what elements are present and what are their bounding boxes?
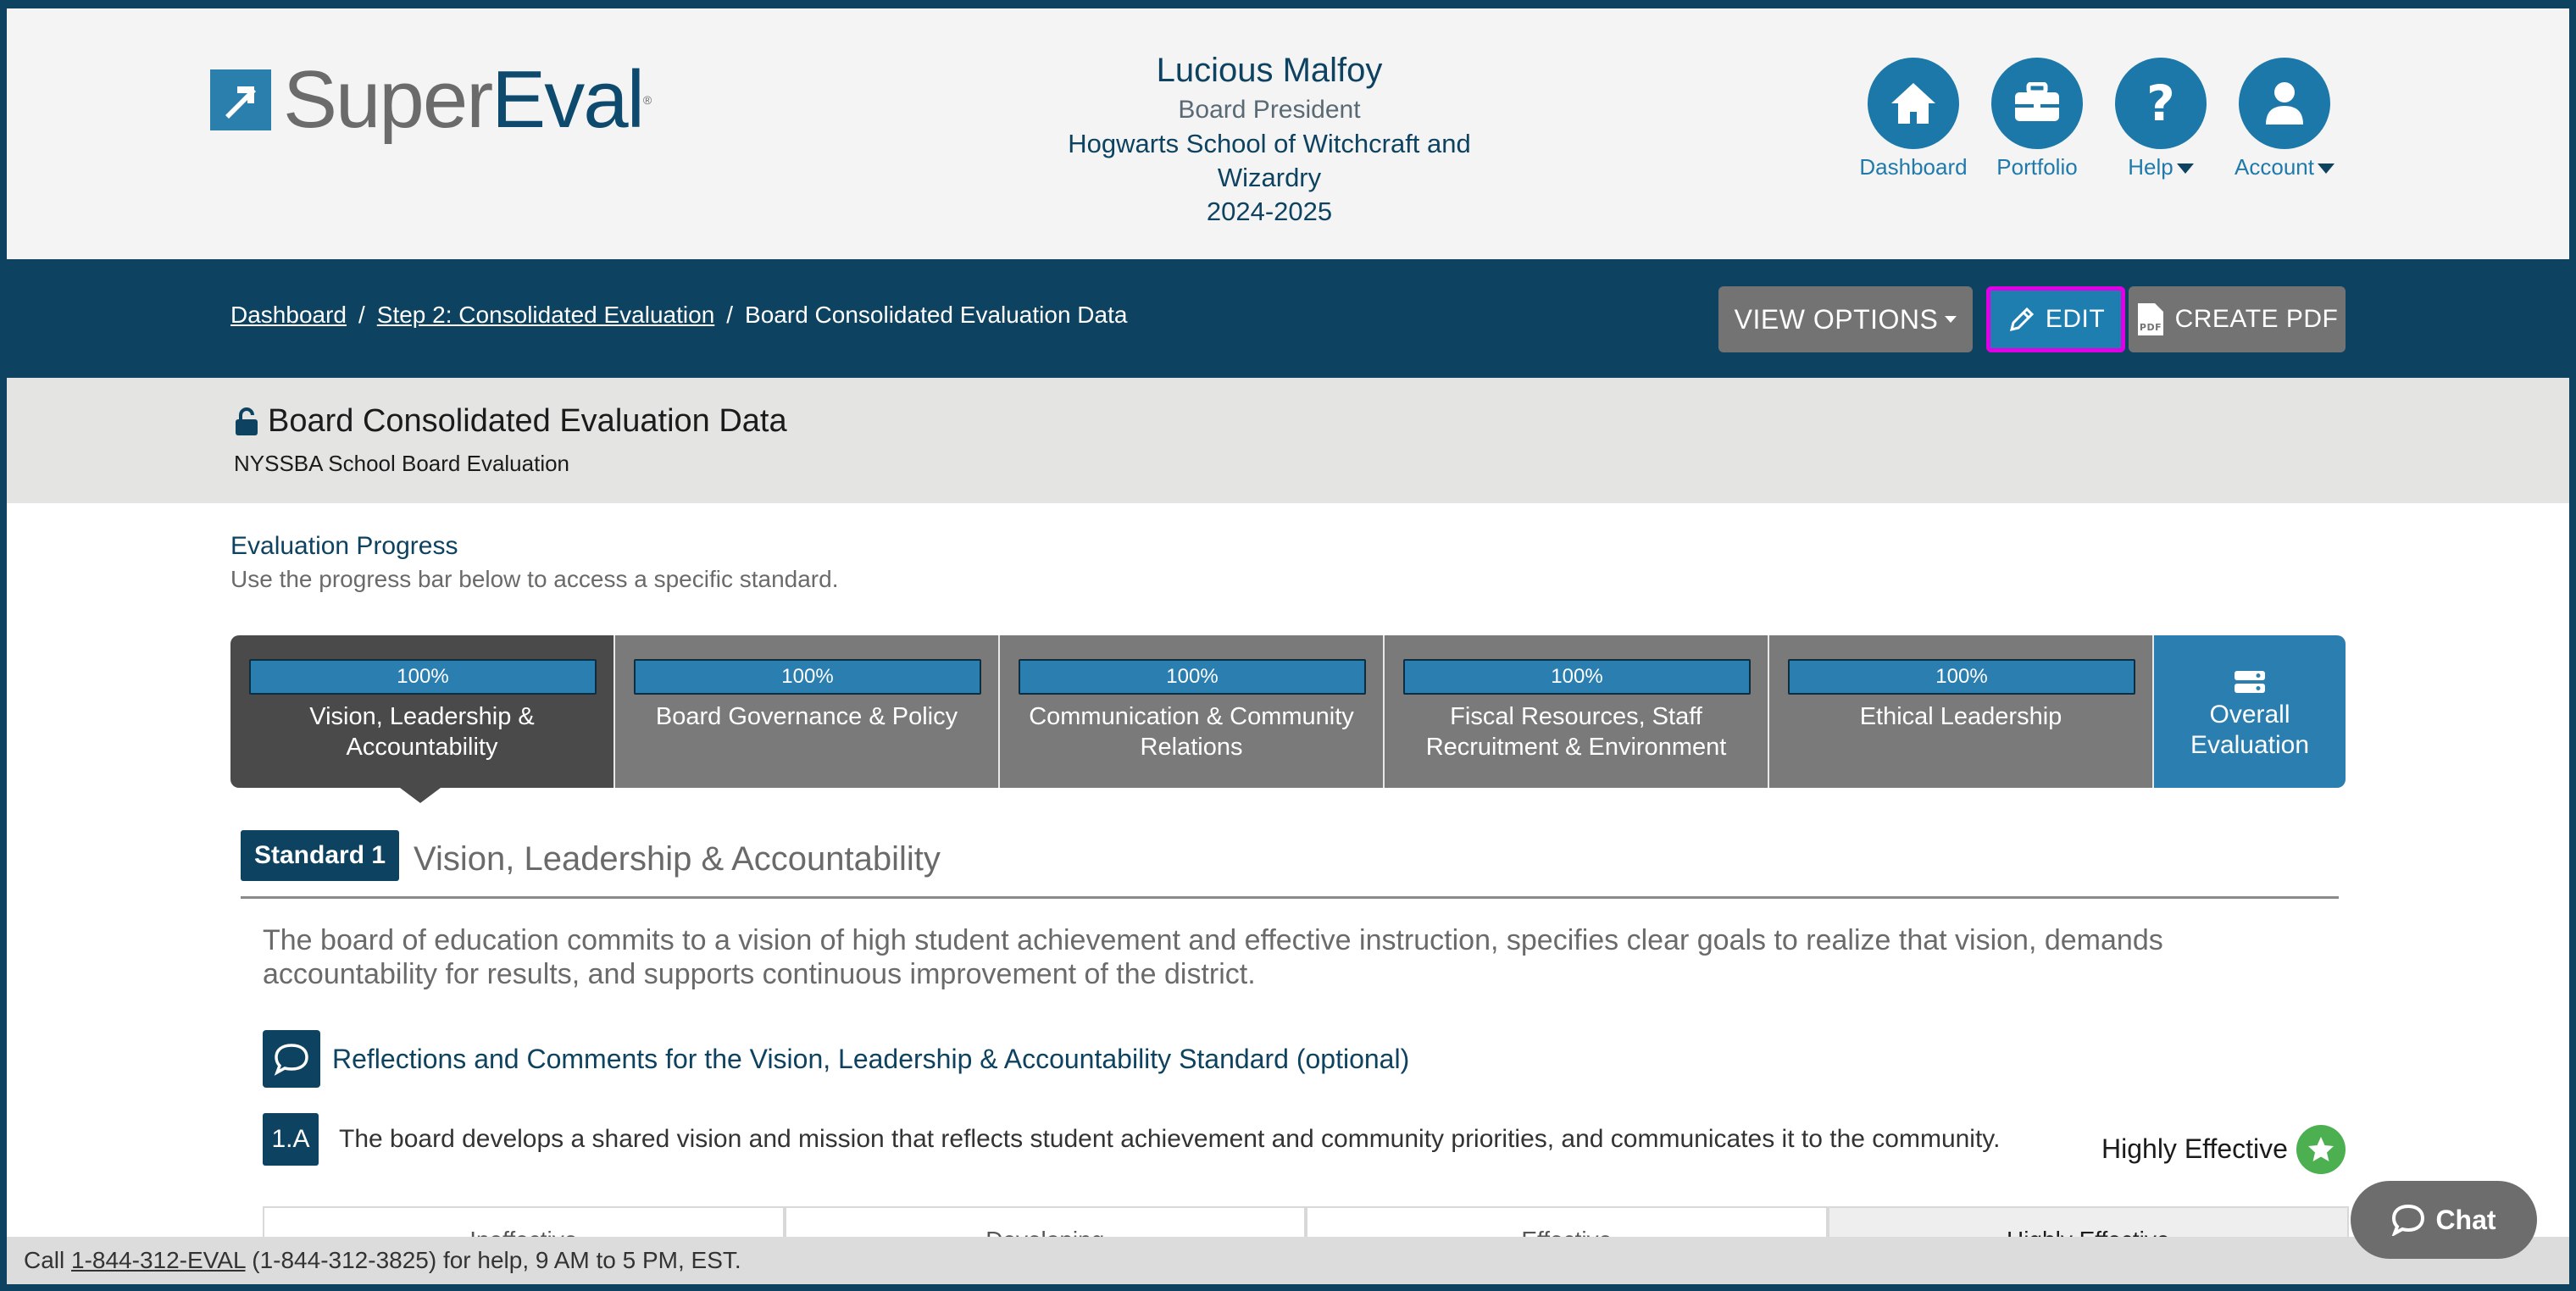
progress-percent: 100%	[1166, 665, 1219, 688]
chevron-down-icon	[1945, 316, 1957, 323]
standard-tab[interactable]	[230, 635, 615, 788]
logo-eval: Eval	[491, 54, 643, 145]
question-icon: ?	[2115, 58, 2207, 149]
nav-dashboard-label: Dashboard	[1859, 154, 1968, 180]
edit-label: EDIT	[2045, 305, 2106, 333]
breadcrumb-separator: /	[726, 302, 734, 328]
standard-tab-label: Vision, Leadership & Accountability	[309, 703, 535, 761]
page-subtitle: NYSSBA School Board Evaluation	[234, 451, 570, 476]
evaluation-progress-title: Evaluation Progress	[230, 532, 458, 560]
header	[7, 8, 2569, 259]
progress-percent: 100%	[781, 665, 834, 688]
breadcrumb-separator: /	[358, 302, 365, 328]
standard-tab-label: Fiscal Resources, Staff Recruitment & Environment	[1425, 703, 1727, 761]
phone-link[interactable]: 1-844-312-EVAL	[71, 1247, 246, 1273]
standard-description: The board of education commits to a vision of high student achievement and effective instruction, specifies clear goals to realize that vision, demands accountability for results, and supports continuous improvement of the district.	[263, 924, 2163, 990]
progress-percent: 100%	[1551, 665, 1603, 688]
view-options-button[interactable]	[1718, 286, 1973, 352]
edit-button[interactable]	[1986, 286, 2125, 352]
indicator-badge: 1.A	[263, 1113, 319, 1166]
comment-icon[interactable]	[263, 1030, 320, 1088]
footer-prefix: Call	[24, 1247, 72, 1273]
nav-help[interactable]	[2101, 58, 2220, 180]
view-options-label: VIEW OPTIONS	[1734, 303, 1939, 335]
home-icon	[1868, 58, 1959, 149]
standards-progress-bar	[230, 635, 2349, 788]
user-school: Hogwarts School of Witchcraft and Wizardry	[1068, 129, 1471, 192]
progress-percent: 100%	[397, 665, 449, 688]
list-icon	[2233, 669, 2267, 695]
indicator-text: The board develops a shared vision and mission that reflects student achievement and community priorities, and communicates it to the community.	[339, 1125, 2001, 1153]
standard-tab[interactable]	[1769, 635, 2154, 788]
user-role: Board President	[1178, 96, 1361, 124]
logo-registered: ®	[642, 93, 651, 107]
create-pdf-label: CREATE PDF	[2174, 305, 2339, 333]
help-footer	[7, 1237, 2569, 1284]
breadcrumb-current: Board Consolidated Evaluation Data	[745, 302, 1128, 328]
page-title-text: Board Consolidated Evaluation Data	[268, 403, 787, 439]
breadcrumb	[230, 302, 1127, 329]
breadcrumb-dashboard[interactable]: Dashboard	[230, 302, 347, 328]
progress-bar	[1019, 659, 1366, 695]
chevron-down-icon	[2318, 163, 2334, 174]
unlock-icon	[234, 407, 259, 436]
overall-evaluation-label: Overall Evaluation	[2190, 701, 2310, 759]
logo-mark-icon	[210, 69, 271, 130]
user-icon	[2239, 58, 2330, 149]
star-icon	[2296, 1125, 2346, 1174]
logo-super: Super	[283, 54, 492, 145]
user-year: 2024-2025	[1206, 197, 1333, 226]
overall-evaluation-tab[interactable]	[2154, 635, 2346, 788]
chat-button[interactable]	[2351, 1181, 2537, 1259]
chat-bubble-icon	[2391, 1204, 2425, 1236]
toolbar	[7, 259, 2569, 378]
app-window	[7, 8, 2569, 1284]
title-band	[7, 378, 2569, 503]
superEval-logo[interactable]	[210, 54, 651, 145]
nav-portfolio-label: Portfolio	[1996, 154, 2078, 180]
nav-portfolio[interactable]	[1978, 58, 2096, 180]
progress-percent: 100%	[1935, 665, 1988, 688]
chevron-down-icon	[2177, 163, 2194, 174]
evaluation-progress-subtitle: Use the progress bar below to access a specific standard.	[230, 566, 839, 592]
pdf-icon-text: PDF	[2139, 322, 2162, 333]
briefcase-icon	[1991, 58, 2083, 149]
top-nav	[1854, 58, 2346, 193]
nav-account[interactable]	[2225, 58, 2344, 180]
create-pdf-button[interactable]	[2129, 286, 2346, 352]
nav-dashboard[interactable]	[1854, 58, 1973, 180]
logo-wordmark	[283, 54, 651, 145]
pencil-icon	[2007, 304, 2037, 335]
nav-help-label: Help	[2101, 154, 2220, 180]
footer-suffix: (1-844-312-3825) for help, 9 AM to 5 PM, EST.	[245, 1247, 741, 1273]
standard-tab[interactable]	[615, 635, 1000, 788]
standard-tab-label: Ethical Leadership	[1859, 703, 2062, 730]
standard-title: Vision, Leadership & Accountability	[414, 840, 941, 878]
standard-badge: Standard 1	[241, 830, 399, 881]
progress-bar	[249, 659, 597, 695]
breadcrumb-step2[interactable]: Step 2: Consolidated Evaluation	[376, 302, 715, 328]
standard-tab-label: Board Governance & Policy	[655, 703, 958, 730]
divider	[241, 896, 2339, 899]
standard-tab-label: Communication & Community Relations	[1029, 703, 1354, 761]
nav-account-label: Account	[2225, 154, 2344, 180]
user-name: Lucious Malfoy	[1156, 52, 1383, 89]
chat-label: Chat	[2435, 1204, 2496, 1235]
standard-tab[interactable]	[1000, 635, 1385, 788]
progress-bar	[634, 659, 981, 695]
rating-label: Highly Effective	[2101, 1133, 2288, 1164]
reflections-link[interactable]: Reflections and Comments for the Vision, Leadership & Accountability Standard (optional)	[332, 1044, 1410, 1074]
pdf-file-icon	[2136, 302, 2165, 337]
page-title	[234, 403, 787, 440]
progress-bar	[1788, 659, 2135, 695]
user-info	[1015, 47, 1524, 229]
standard-tab[interactable]	[1385, 635, 1769, 788]
progress-bar	[1403, 659, 1751, 695]
